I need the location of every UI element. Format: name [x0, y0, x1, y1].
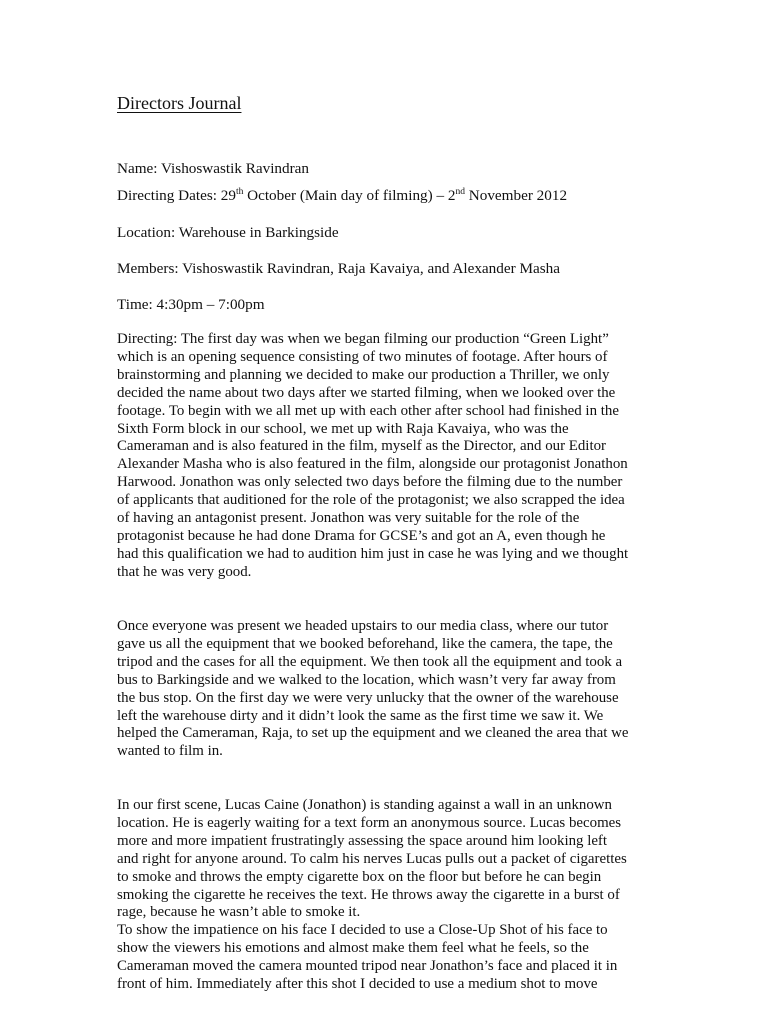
paragraph-line: Harwood. Jonathon was only selected two days before the filming due to the number [117, 474, 623, 491]
paragraph-line: Sixth Form block in our school, we met up with Raja Kavaiya, who was the [117, 420, 569, 437]
paragraph-line: that he was very good. [117, 563, 252, 580]
paragraph-line: to smoke and throws the empty cigarette box on the floor but before he can begin [117, 868, 602, 885]
paragraph-line: front of him. Immediately after this shot I decided to use a medium shot to move [117, 976, 598, 993]
paragraph-line: Once everyone was present we headed upstairs to our media class, where our tutor [117, 618, 609, 634]
paragraph-line: To show the impatience on his face I decided to use a Close-Up Shot of his face to [117, 922, 608, 939]
paragraph-line: Cameraman moved the camera mounted tripod near Jonathon’s face and placed it in [117, 958, 618, 975]
paragraph-line: helped the Cameraman, Raja, to set up the equipment and we cleaned the area that we [117, 725, 629, 742]
paragraph-line: rage, because he wasn’t able to smoke it. [117, 904, 361, 921]
time-line: Time: 4:30pm – 7:00pm [117, 296, 265, 313]
paragraph-line: Directing: The first day was when we began filming our production “Green Light” [117, 331, 609, 347]
paragraph-line: left the warehouse dirty and it didn’t look the same as the first time we saw it. We [117, 707, 604, 724]
paragraph-line: footage. To begin with we all met up with each other after school had finished in the [117, 402, 619, 419]
location-line: Location: Warehouse in Barkingside [117, 224, 339, 241]
dates-text-end: November 2012 [464, 187, 568, 204]
paragraph-line: Alexander Masha who is also featured in the film, alongside our protagonist Jonathon [117, 456, 628, 473]
dates-text-start: Directing Dates: 29 [117, 187, 236, 204]
paragraph-line: Cameraman and is also featured in the film, myself as the Director, and our Editor [117, 438, 606, 455]
equipment-paragraph [117, 618, 633, 761]
paragraph-line: In our first scene, Lucas Caine (Jonathon) is standing against a wall in an unknown [117, 797, 612, 813]
paragraph-line: brainstorming and planning we decided to make our production a Thriller, we only [117, 366, 610, 383]
name-line: Name: Vishoswastik Ravindran [117, 160, 310, 177]
paragraph-line: the bus stop. On the first day we were very unlucky that the owner of the warehouse [117, 689, 619, 706]
paragraph-line: of applicants that auditioned for the role of the protagonist; we also scrapped the idea [117, 492, 625, 509]
paragraph-line: protagonist because he had done Drama for GCSE’s and got an A, even though he [117, 527, 606, 544]
directing-paragraph [117, 331, 633, 582]
dates-superscript-nd: nd [455, 187, 465, 197]
paragraph-line: of having an antagonist present. Jonathon was very suitable for the role of the [117, 510, 580, 527]
paragraph-line: and right for anyone around. To calm his nerves Lucas pulls out a packet of cigarettes [117, 850, 627, 867]
paragraph-line: gave us all the equipment that we booked beforehand, like the camera, the tape, the [117, 635, 613, 652]
paragraph-line: more and more impatient frustratingly assessing the space around him looking left [117, 832, 608, 849]
paragraph-line: decided the name about two days after we started filming, when we looked over the [117, 384, 616, 401]
paragraph-line: location. He is eagerly waiting for a text form an anonymous source. Lucas becomes [117, 814, 622, 831]
paragraph-line: show the viewers his emotions and almost make them feel what he feels, so the [117, 940, 589, 957]
dates-superscript-th: th [235, 187, 244, 197]
paragraph-line: which is an opening sequence consisting of two minutes of footage. After hours of [117, 348, 608, 365]
first-scene-paragraph [117, 797, 633, 994]
paragraph-line: smoking the cigarette he receives the text. He throws away the cigarette in a burst of [117, 886, 620, 903]
directing-dates-line [117, 187, 567, 205]
paragraph-line: bus to Barkingside and we walked to the location, which wasn’t very far away from [117, 671, 616, 688]
members-line: Members: Vishoswastik Ravindran, Raja Kavaiya, and Alexander Masha [117, 260, 560, 277]
journal-title: Directors Journal [117, 93, 242, 113]
paragraph-line: tripod and the cases for all the equipment. We then took all the equipment and took a [117, 653, 623, 670]
paragraph-line: wanted to film in. [117, 743, 223, 760]
paragraph-line: had this qualification we had to audition him just in case he was lying and we thought [117, 545, 629, 562]
dates-text-middle: October (Main day of filming) – 2 [243, 187, 456, 204]
